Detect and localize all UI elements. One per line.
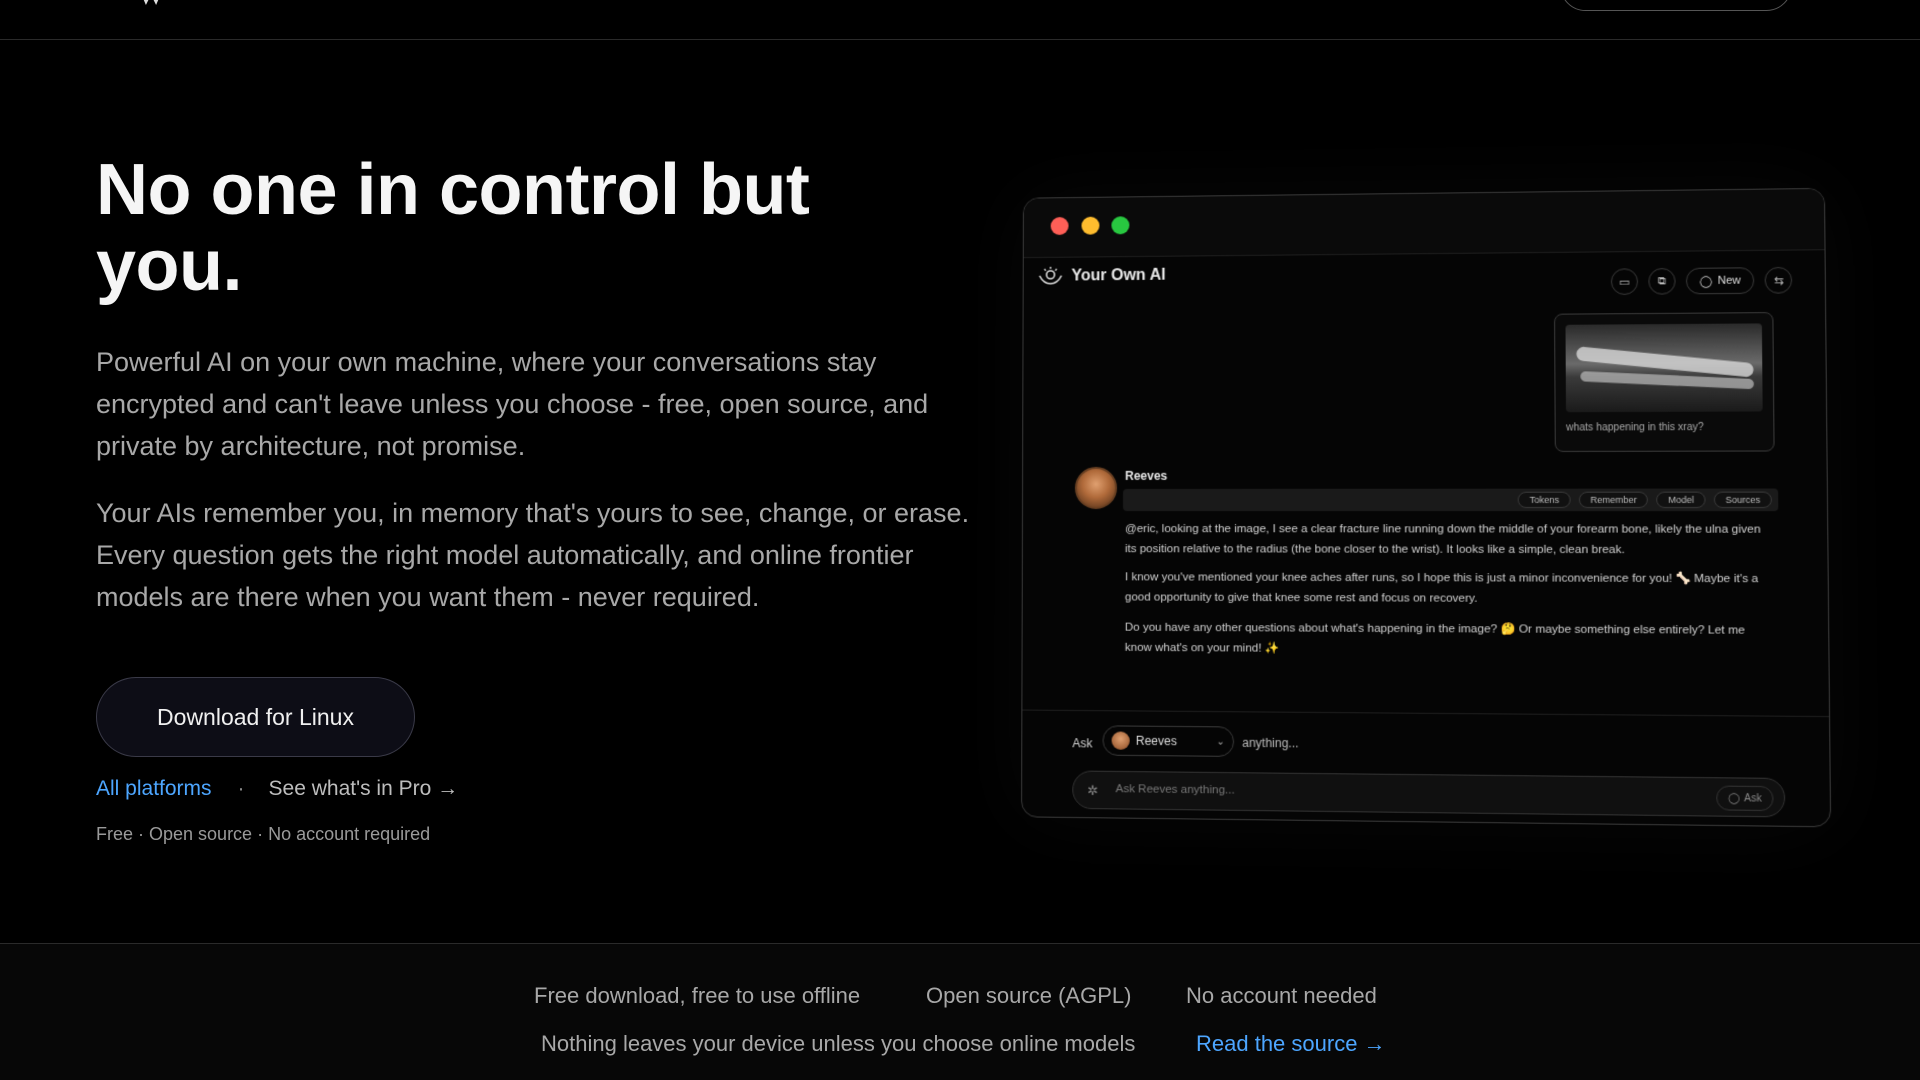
- sparkle-hands-icon: [1038, 266, 1064, 288]
- new-label: New: [1717, 274, 1741, 287]
- chat-bubble-icon: ◯: [1727, 792, 1740, 804]
- composer-divider: [1022, 710, 1831, 718]
- folder-icon[interactable]: ▭: [1611, 268, 1638, 295]
- avatar: [1112, 731, 1130, 749]
- chat-bubble-icon: ◯: [1699, 275, 1713, 288]
- xray-image: [1565, 323, 1762, 412]
- persona-select-value: Reeves: [1135, 733, 1177, 749]
- user-image-message: [1554, 312, 1775, 452]
- feature-strip: [0, 944, 1920, 1080]
- app-name: Your Own AI: [1071, 266, 1166, 285]
- hero-paragraph-1: Powerful AI on your own machine, where your conversations stay encrypted and can't leave unless you choose - free, open source, and private by architecture, not promise.: [96, 347, 929, 461]
- feature-free-download: Free download, free to use offline: [534, 983, 861, 1008]
- mock-toolbar: [1611, 267, 1793, 295]
- logo-icon[interactable]: [136, 0, 166, 6]
- nav-cta-button[interactable]: [1560, 0, 1792, 11]
- feature-nothing-leaves: Nothing leaves your device unless you choose online models: [541, 1031, 1136, 1056]
- hero-paragraph-2: Your AIs remember you, in memory that's yours to see, change, or erase. Every question gets the right model automatically, and online frontier models are there when you want them - never required.: [96, 498, 970, 612]
- model-button[interactable]: Model: [1657, 492, 1706, 508]
- all-platforms-link[interactable]: All platforms: [96, 777, 212, 800]
- assistant-message-1: @eric, looking at the image, I see a clear fracture line running down the middle of your forearm bone, likely the ulna given its position relative to the radius (the bone closer to the wrist). It looks like a simple, clean break.: [1124, 523, 1761, 557]
- ask-label: Ask: [1072, 736, 1093, 751]
- ask-send-button[interactable]: [1716, 786, 1773, 812]
- message-actions-bar: [1123, 489, 1778, 512]
- feature-open-source: Open source (AGPL): [926, 983, 1132, 1008]
- top-nav: [0, 0, 1920, 40]
- assistant-message-3: Do you have any other questions about what's happening in the image? 🤔 Or maybe something else entirely? Let me know what's on your mind! ✨: [1124, 621, 1746, 655]
- maximize-dot-icon: [1111, 216, 1129, 234]
- app-header: [1038, 265, 1166, 288]
- close-dot-icon: [1051, 217, 1069, 235]
- image-caption: whats happening in this xray?: [1566, 421, 1704, 434]
- window-titlebar: [1024, 189, 1825, 258]
- chevron-down-icon: ⌄: [1216, 735, 1225, 748]
- app-mockup-window: [1021, 188, 1831, 828]
- assistant-message-2: I know you've mentioned your knee aches after runs, so I hope this is just a minor inconvenience for you! 🦴 Maybe it's a good opportunity to give that knee some rest and focus on recovery.: [1124, 571, 1759, 605]
- tokens-button[interactable]: Tokens: [1518, 492, 1571, 508]
- download-linux-button[interactable]: Download for Linux: [96, 677, 415, 757]
- separator-dot: ·: [237, 777, 245, 800]
- see-pro-link[interactable]: See what's in Pro →: [268, 777, 459, 800]
- sparkle-icon: ✲: [1087, 782, 1099, 799]
- ask-suffix: anything...: [1242, 735, 1299, 751]
- hero-title: No one in control but you.: [96, 150, 810, 306]
- sliders-icon[interactable]: ⇆: [1765, 267, 1793, 294]
- new-chat-button[interactable]: [1686, 267, 1755, 294]
- minimize-dot-icon: [1081, 217, 1099, 235]
- chat-input[interactable]: [1072, 770, 1785, 817]
- remember-button[interactable]: Remember: [1579, 492, 1649, 508]
- sources-button[interactable]: Sources: [1714, 492, 1772, 508]
- feature-no-account: No account needed: [1186, 983, 1377, 1008]
- read-source-link[interactable]: Read the source →: [1196, 1031, 1386, 1056]
- chat-input-placeholder: Ask Reeves anything...: [1115, 783, 1235, 797]
- ask-send-label: Ask: [1744, 792, 1762, 805]
- persona-select[interactable]: [1103, 725, 1235, 757]
- copy-icon[interactable]: ⧉: [1648, 268, 1675, 295]
- bot-name: Reeves: [1125, 468, 1168, 483]
- hero-meta: Free · Open source · No account required: [96, 824, 431, 844]
- sub-links: [96, 777, 458, 801]
- avatar: [1075, 467, 1117, 509]
